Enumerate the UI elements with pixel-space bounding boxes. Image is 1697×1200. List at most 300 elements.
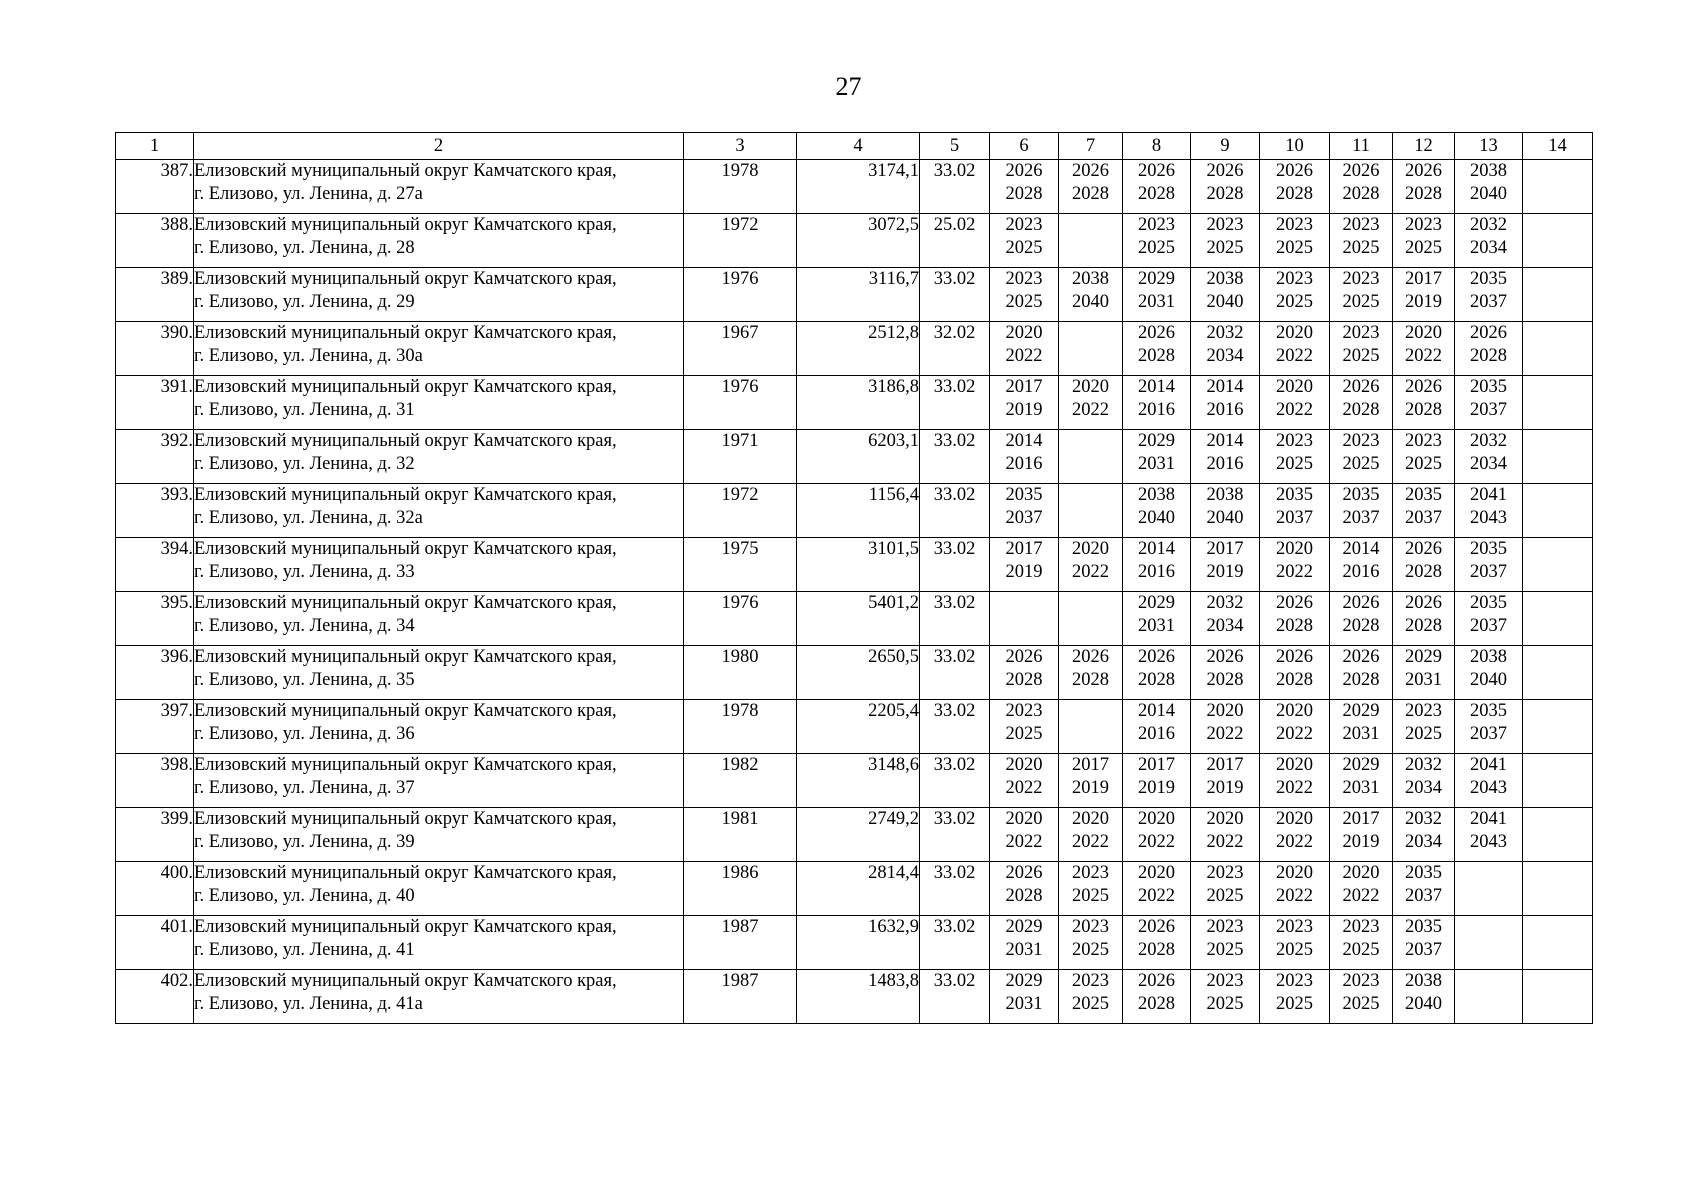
- period-cell: [1455, 700, 1523, 754]
- type-code: 33.02: [920, 376, 990, 430]
- period-cell: [1455, 484, 1523, 538]
- period-end: 2028: [1405, 615, 1442, 636]
- period-end: 2040: [1138, 507, 1175, 528]
- row-number: 398.: [116, 754, 194, 808]
- period-start: 2026: [1342, 377, 1380, 397]
- period-end: 2028: [1342, 669, 1380, 690]
- period-start: 2023: [1405, 431, 1442, 451]
- period-cell: [1260, 754, 1330, 808]
- period-start: 2035: [1470, 593, 1507, 613]
- period-end: 2025: [1405, 453, 1442, 474]
- period-start: 2020: [1206, 809, 1244, 829]
- period-end: 2025: [1342, 939, 1380, 960]
- period-cell: [1455, 970, 1523, 1024]
- period-end: 2028: [1072, 183, 1109, 204]
- address-line: г. Елизово, ул. Ленина, д. 31: [194, 399, 415, 420]
- period-cell: [1455, 862, 1523, 916]
- address-cell: [194, 484, 684, 538]
- period-end: 2025: [1206, 885, 1244, 906]
- total-area: 6203,1: [797, 430, 920, 484]
- period-cell: [1455, 754, 1523, 808]
- period-end: 2022: [1276, 777, 1313, 798]
- period-cell: [990, 808, 1059, 862]
- period-start: 2014: [1206, 431, 1244, 451]
- housing-register-table: [115, 132, 1593, 1024]
- period-cell: [1330, 484, 1393, 538]
- period-start: 2023: [1138, 215, 1175, 235]
- period-end: 2019: [1405, 291, 1442, 312]
- period-cell: [1059, 700, 1123, 754]
- period-start: 2023: [1405, 701, 1442, 721]
- period-cell: [1330, 268, 1393, 322]
- period-cell: [1260, 862, 1330, 916]
- period-cell: [1059, 808, 1123, 862]
- construction-year: 1976: [684, 268, 797, 322]
- period-end: 2031: [1138, 615, 1175, 636]
- type-code: 33.02: [920, 700, 990, 754]
- period-end: 2022: [1005, 345, 1043, 366]
- table-row: [116, 646, 1593, 700]
- period-start: 2035: [1276, 485, 1313, 505]
- period-end: 2016: [1206, 453, 1244, 474]
- period-end: 2034: [1470, 237, 1507, 258]
- period-start: 2023: [1342, 917, 1380, 937]
- row-number: 392.: [116, 430, 194, 484]
- period-start: 2023: [1276, 971, 1313, 991]
- period-cell: [1523, 808, 1593, 862]
- period-cell: [1123, 268, 1191, 322]
- period-cell: [1455, 808, 1523, 862]
- address-line: Елизовский муниципальный округ Камчатского края,: [194, 755, 617, 775]
- period-end: 2031: [1005, 939, 1043, 960]
- period-cell: [1330, 700, 1393, 754]
- row-number: 389.: [116, 268, 194, 322]
- type-code: 33.02: [920, 916, 990, 970]
- type-code: 32.02: [920, 322, 990, 376]
- period-cell: [990, 646, 1059, 700]
- period-start: 2026: [1276, 647, 1313, 667]
- period-end: 2040: [1470, 183, 1507, 204]
- period-start: 2023: [1276, 431, 1313, 451]
- period-cell: [1393, 916, 1455, 970]
- construction-year: 1971: [684, 430, 797, 484]
- row-number: 387.: [116, 160, 194, 214]
- period-end: 2031: [1342, 777, 1380, 798]
- period-end: 2031: [1405, 669, 1442, 690]
- period-cell: [1123, 538, 1191, 592]
- table-row: [116, 160, 1593, 214]
- address-cell: [194, 862, 684, 916]
- column-number-header: 4: [797, 133, 920, 160]
- period-start: 2023: [1342, 431, 1380, 451]
- column-number-header: 3: [684, 133, 797, 160]
- period-start: 2023: [1005, 269, 1043, 289]
- period-start: 2020: [1138, 809, 1175, 829]
- period-start: 2029: [1405, 647, 1442, 667]
- period-cell: [1059, 268, 1123, 322]
- address-line: Елизовский муниципальный округ Камчатского края,: [194, 377, 617, 397]
- period-start: 2023: [1072, 863, 1109, 883]
- period-end: 2028: [1276, 615, 1313, 636]
- period-start: 2038: [1138, 485, 1175, 505]
- table-row: [116, 538, 1593, 592]
- period-end: 2031: [1138, 453, 1175, 474]
- total-area: 5401,2: [797, 592, 920, 646]
- period-end: 2028: [1342, 399, 1380, 420]
- period-end: 2016: [1206, 399, 1244, 420]
- address-line: г. Елизово, ул. Ленина, д. 39: [194, 831, 415, 852]
- period-start: 2020: [1276, 863, 1313, 883]
- period-cell: [1393, 862, 1455, 916]
- table-row: [116, 754, 1593, 808]
- period-end: 2025: [1276, 453, 1313, 474]
- period-end: 2025: [1342, 237, 1380, 258]
- row-number: 391.: [116, 376, 194, 430]
- period-cell: [1260, 376, 1330, 430]
- period-start: 2026: [1276, 161, 1313, 181]
- period-start: 2035: [1405, 863, 1442, 883]
- period-cell: [1191, 808, 1260, 862]
- period-cell: [1191, 916, 1260, 970]
- period-cell: [1260, 484, 1330, 538]
- total-area: 3174,1: [797, 160, 920, 214]
- column-number-header: 10: [1260, 133, 1330, 160]
- type-code: 33.02: [920, 538, 990, 592]
- address-line: г. Елизово, ул. Ленина, д. 27а: [194, 183, 423, 204]
- period-end: 2037: [1405, 507, 1442, 528]
- period-start: 2026: [1206, 647, 1244, 667]
- address-cell: [194, 376, 684, 430]
- period-end: 2025: [1206, 237, 1244, 258]
- period-start: 2023: [1206, 863, 1244, 883]
- total-area: 1156,4: [797, 484, 920, 538]
- period-start: 2029: [1342, 701, 1380, 721]
- period-start: 2023: [1072, 917, 1109, 937]
- row-number: 399.: [116, 808, 194, 862]
- period-cell: [1455, 646, 1523, 700]
- period-start: 2026: [1342, 593, 1380, 613]
- period-end: 2022: [1276, 399, 1313, 420]
- period-end: 2028: [1405, 183, 1442, 204]
- period-start: 2020: [1405, 323, 1442, 343]
- total-area: 3116,7: [797, 268, 920, 322]
- period-cell: [1330, 592, 1393, 646]
- period-cell: [1123, 376, 1191, 430]
- period-cell: [1523, 970, 1593, 1024]
- period-start: 2032: [1405, 809, 1442, 829]
- period-cell: [1523, 268, 1593, 322]
- period-end: 2037: [1342, 507, 1380, 528]
- period-cell: [1523, 592, 1593, 646]
- period-cell: [1123, 754, 1191, 808]
- period-cell: [1393, 430, 1455, 484]
- period-cell: [1123, 700, 1191, 754]
- period-cell: [1059, 538, 1123, 592]
- period-end: 2019: [1138, 777, 1175, 798]
- period-end: 2037: [1470, 399, 1507, 420]
- period-start: 2038: [1206, 485, 1244, 505]
- period-end: 2025: [1206, 993, 1244, 1014]
- row-number: 396.: [116, 646, 194, 700]
- type-code: 25.02: [920, 214, 990, 268]
- construction-year: 1981: [684, 808, 797, 862]
- address-line: г. Елизово, ул. Ленина, д. 36: [194, 723, 415, 744]
- period-cell: [1260, 646, 1330, 700]
- period-cell: [1191, 862, 1260, 916]
- address-line: г. Елизово, ул. Ленина, д. 35: [194, 669, 415, 690]
- period-cell: [1523, 160, 1593, 214]
- period-cell: [1260, 592, 1330, 646]
- period-end: 2028: [1138, 345, 1175, 366]
- period-start: 2023: [1342, 215, 1380, 235]
- period-cell: [990, 322, 1059, 376]
- total-area: 2749,2: [797, 808, 920, 862]
- period-cell: [1330, 430, 1393, 484]
- period-end: 2037: [1276, 507, 1313, 528]
- construction-year: 1975: [684, 538, 797, 592]
- period-end: 2025: [1276, 939, 1313, 960]
- period-start: 2023: [1276, 215, 1313, 235]
- period-cell: [1191, 160, 1260, 214]
- table-row: [116, 268, 1593, 322]
- period-cell: [1523, 754, 1593, 808]
- period-cell: [1191, 592, 1260, 646]
- period-cell: [1059, 430, 1123, 484]
- period-cell: [1455, 592, 1523, 646]
- period-cell: [1260, 430, 1330, 484]
- column-number-row: [116, 133, 1593, 160]
- period-cell: [1393, 754, 1455, 808]
- period-start: 2038: [1470, 647, 1507, 667]
- page-number: 27: [835, 72, 862, 101]
- address-cell: [194, 916, 684, 970]
- period-cell: [1059, 862, 1123, 916]
- period-end: 2028: [1342, 183, 1380, 204]
- period-cell: [1191, 268, 1260, 322]
- period-end: 2025: [1072, 885, 1109, 906]
- total-area: 3101,5: [797, 538, 920, 592]
- period-end: 2025: [1342, 291, 1380, 312]
- period-start: 2023: [1005, 215, 1043, 235]
- period-cell: [1330, 916, 1393, 970]
- period-end: 2037: [1405, 885, 1442, 906]
- period-start: 2017: [1206, 755, 1244, 775]
- period-start: 2020: [1276, 809, 1313, 829]
- period-cell: [990, 430, 1059, 484]
- period-cell: [1393, 322, 1455, 376]
- total-area: 1483,8: [797, 970, 920, 1024]
- period-cell: [1191, 646, 1260, 700]
- type-code: 33.02: [920, 268, 990, 322]
- period-end: 2025: [1005, 723, 1043, 744]
- table-row: [116, 592, 1593, 646]
- period-start: 2023: [1405, 215, 1442, 235]
- total-area: 2814,4: [797, 862, 920, 916]
- address-line: Елизовский муниципальный округ Камчатского края,: [194, 971, 617, 991]
- period-cell: [1260, 214, 1330, 268]
- period-start: 2026: [1405, 539, 1442, 559]
- construction-year: 1976: [684, 592, 797, 646]
- period-end: 2022: [1072, 561, 1109, 582]
- construction-year: 1980: [684, 646, 797, 700]
- period-start: 2035: [1470, 377, 1507, 397]
- column-number-header: 6: [990, 133, 1059, 160]
- row-number: 394.: [116, 538, 194, 592]
- period-start: 2017: [1005, 377, 1043, 397]
- period-end: 2037: [1470, 615, 1507, 636]
- period-start: 2026: [1405, 161, 1442, 181]
- period-end: 2043: [1470, 777, 1507, 798]
- address-line: Елизовский муниципальный округ Камчатского края,: [194, 863, 617, 883]
- period-end: 2037: [1470, 723, 1507, 744]
- period-start: 2026: [1072, 647, 1109, 667]
- row-number: 400.: [116, 862, 194, 916]
- period-end: 2022: [1138, 831, 1175, 852]
- period-end: 2040: [1206, 507, 1244, 528]
- period-start: 2023: [1342, 269, 1380, 289]
- period-end: 2025: [1276, 291, 1313, 312]
- period-cell: [1059, 592, 1123, 646]
- period-end: 2016: [1138, 561, 1175, 582]
- address-cell: [194, 646, 684, 700]
- period-start: 2026: [1005, 161, 1043, 181]
- period-end: 2028: [1206, 669, 1244, 690]
- period-start: 2020: [1206, 701, 1244, 721]
- period-cell: [1455, 214, 1523, 268]
- period-cell: [1191, 754, 1260, 808]
- table-row: [116, 916, 1593, 970]
- column-number-header: 5: [920, 133, 990, 160]
- period-cell: [1191, 430, 1260, 484]
- period-start: 2020: [1342, 863, 1380, 883]
- period-start: 2020: [1276, 539, 1313, 559]
- period-end: 2022: [1276, 831, 1313, 852]
- period-cell: [1059, 970, 1123, 1024]
- address-line: г. Елизово, ул. Ленина, д. 32: [194, 453, 415, 474]
- type-code: 33.02: [920, 484, 990, 538]
- type-code: 33.02: [920, 754, 990, 808]
- period-end: 2025: [1005, 237, 1043, 258]
- period-cell: [1059, 160, 1123, 214]
- period-end: 2031: [1342, 723, 1380, 744]
- period-cell: [1393, 214, 1455, 268]
- period-end: 2028: [1276, 669, 1313, 690]
- period-cell: [990, 754, 1059, 808]
- address-line: г. Елизово, ул. Ленина, д. 30а: [194, 345, 423, 366]
- period-cell: [1260, 538, 1330, 592]
- period-start: 2026: [1072, 161, 1109, 181]
- period-cell: [1393, 646, 1455, 700]
- period-start: 2026: [1005, 647, 1043, 667]
- period-cell: [1393, 538, 1455, 592]
- period-cell: [1523, 430, 1593, 484]
- address-line: Елизовский муниципальный округ Камчатского края,: [194, 917, 617, 937]
- period-start: 2032: [1470, 431, 1507, 451]
- period-start: 2038: [1072, 269, 1109, 289]
- construction-year: 1978: [684, 160, 797, 214]
- row-number: 388.: [116, 214, 194, 268]
- period-cell: [990, 538, 1059, 592]
- period-start: 2014: [1206, 377, 1244, 397]
- period-cell: [1059, 484, 1123, 538]
- period-cell: [1455, 322, 1523, 376]
- period-cell: [1123, 214, 1191, 268]
- period-start: 2014: [1138, 377, 1175, 397]
- period-end: 2037: [1470, 561, 1507, 582]
- period-end: 2022: [1405, 345, 1442, 366]
- address-line: Елизовский муниципальный округ Камчатского края,: [194, 215, 617, 235]
- period-end: 2016: [1138, 399, 1175, 420]
- period-end: 2025: [1276, 237, 1313, 258]
- period-start: 2041: [1470, 809, 1507, 829]
- type-code: 33.02: [920, 970, 990, 1024]
- period-start: 2020: [1005, 323, 1043, 343]
- period-start: 2038: [1405, 971, 1442, 991]
- period-cell: [1393, 268, 1455, 322]
- address-line: г. Елизово, ул. Ленина, д. 28: [194, 237, 415, 258]
- period-end: 2028: [1405, 561, 1442, 582]
- period-cell: [1191, 376, 1260, 430]
- period-end: 2028: [1005, 669, 1043, 690]
- period-cell: [1123, 160, 1191, 214]
- period-start: 2026: [1342, 647, 1380, 667]
- period-cell: [1393, 808, 1455, 862]
- period-start: 2020: [1072, 377, 1109, 397]
- period-cell: [1330, 754, 1393, 808]
- address-cell: [194, 970, 684, 1024]
- period-end: 2019: [1005, 561, 1043, 582]
- address-cell: [194, 160, 684, 214]
- period-cell: [1393, 592, 1455, 646]
- period-cell: [1123, 916, 1191, 970]
- period-start: 2023: [1276, 917, 1313, 937]
- period-end: 2043: [1470, 507, 1507, 528]
- period-start: 2020: [1072, 539, 1109, 559]
- period-end: 2025: [1276, 993, 1313, 1014]
- period-start: 2026: [1276, 593, 1313, 613]
- column-number-header: 13: [1455, 133, 1523, 160]
- period-end: 2034: [1206, 615, 1244, 636]
- period-cell: [1523, 322, 1593, 376]
- period-end: 2016: [1005, 453, 1043, 474]
- address-cell: [194, 538, 684, 592]
- row-number: 402.: [116, 970, 194, 1024]
- period-start: 2026: [1138, 971, 1175, 991]
- period-start: 2023: [1276, 269, 1313, 289]
- period-cell: [1123, 592, 1191, 646]
- period-cell: [990, 970, 1059, 1024]
- period-start: 2035: [1405, 917, 1442, 937]
- period-start: 2038: [1470, 161, 1507, 181]
- period-start: 2026: [1138, 161, 1175, 181]
- period-end: 2022: [1276, 723, 1313, 744]
- type-code: 33.02: [920, 430, 990, 484]
- total-area: 3148,6: [797, 754, 920, 808]
- table-row: [116, 214, 1593, 268]
- period-end: 2028: [1138, 669, 1175, 690]
- period-cell: [1191, 700, 1260, 754]
- period-start: 2023: [1206, 917, 1244, 937]
- address-line: г. Елизово, ул. Ленина, д. 41а: [194, 993, 423, 1014]
- period-end: 2034: [1405, 777, 1442, 798]
- period-cell: [1059, 754, 1123, 808]
- address-line: Елизовский муниципальный округ Камчатского края,: [194, 593, 617, 613]
- period-cell: [990, 214, 1059, 268]
- address-line: Елизовский муниципальный округ Камчатского края,: [194, 485, 617, 505]
- address-line: Елизовский муниципальный округ Камчатского края,: [194, 701, 617, 721]
- period-cell: [1393, 376, 1455, 430]
- period-start: 2041: [1470, 755, 1507, 775]
